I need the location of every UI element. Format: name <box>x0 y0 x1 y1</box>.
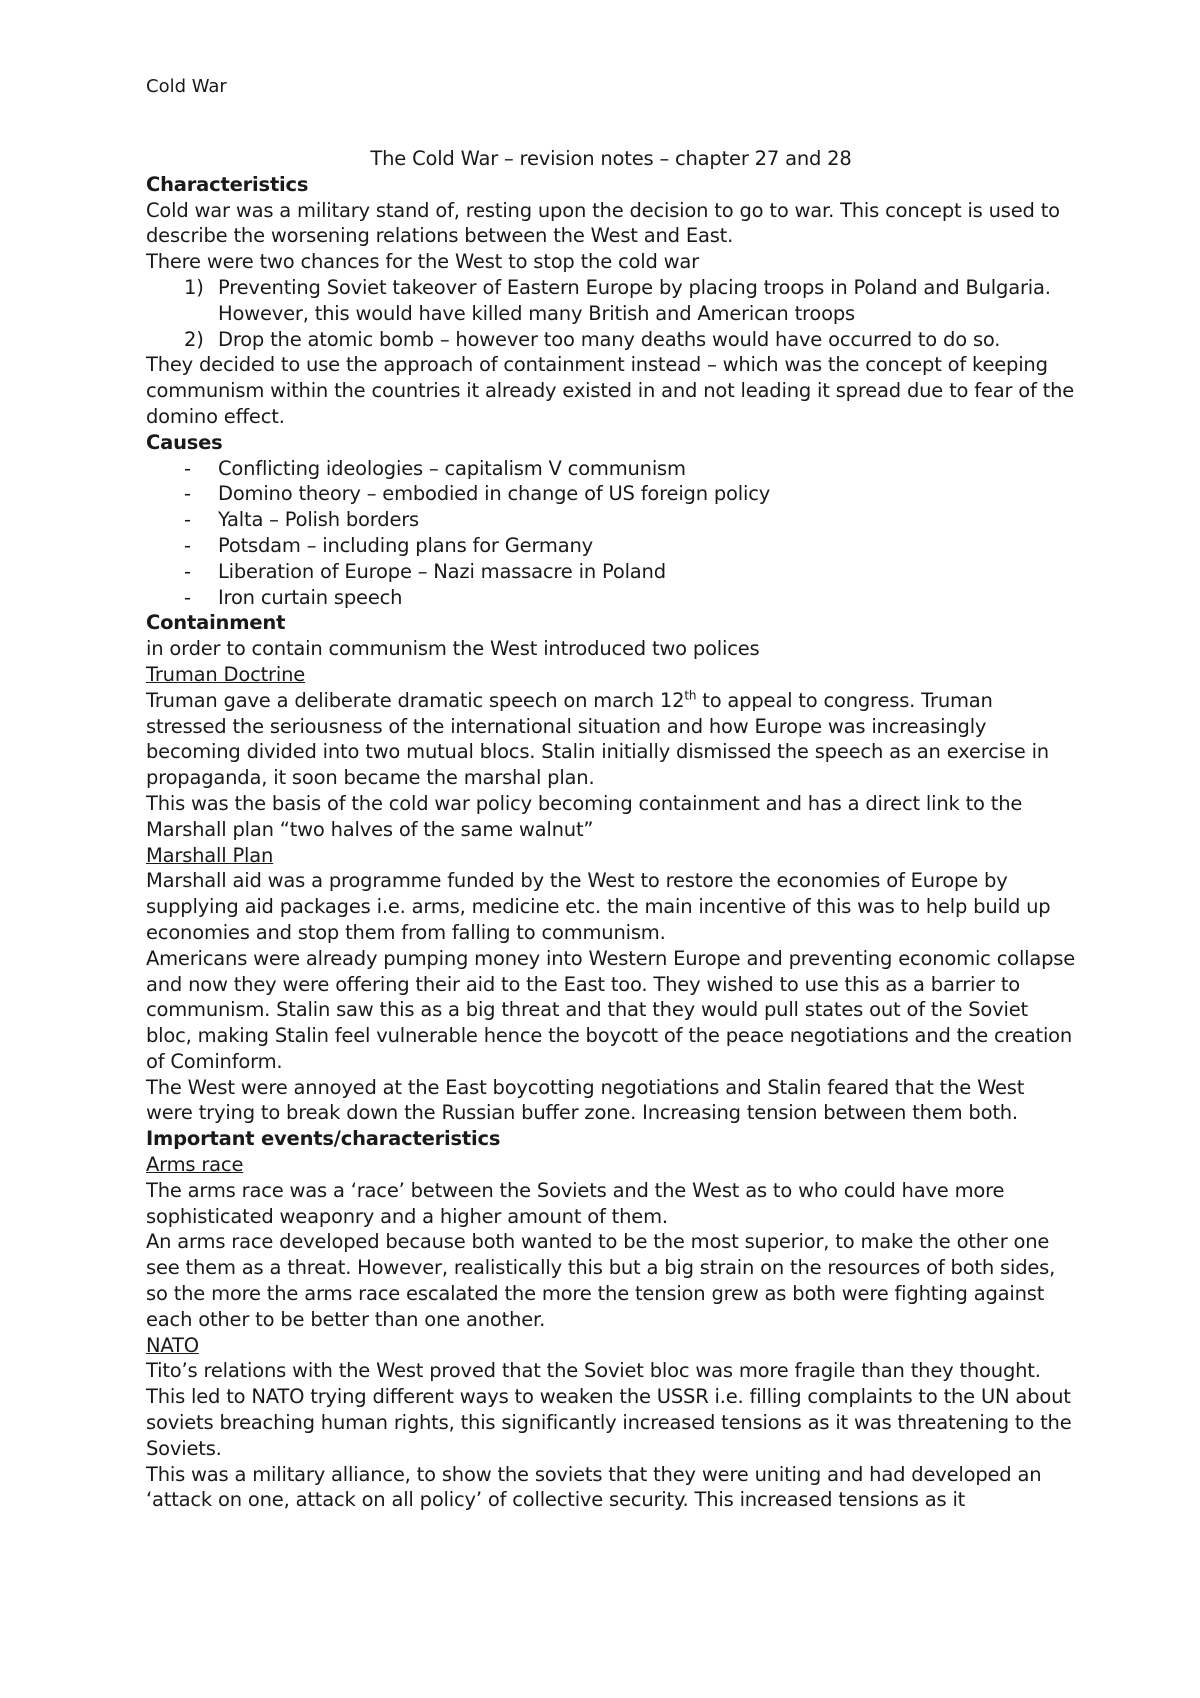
list-item-text: Preventing Soviet takeover of Eastern Europe by placing troops in Poland and Bulgaria. However, this would have killed many British and American troops <box>218 275 1051 325</box>
causes-list <box>146 456 1076 611</box>
paragraph: There were two chances for the West to stop the cold war <box>146 250 699 274</box>
superscript: th <box>684 688 697 703</box>
dash-bullet: - <box>184 559 191 583</box>
heading-containment: Containment <box>146 611 286 635</box>
list-item <box>146 327 1076 353</box>
list-item-text: Iron curtain speech <box>218 585 403 609</box>
dash-bullet: - <box>184 585 191 609</box>
heading-important-events: Important events/characteristics <box>146 1127 501 1151</box>
list-number: 1) <box>184 275 204 299</box>
list-item-text: Potsdam – including plans for Germany <box>218 533 593 557</box>
list-item <box>146 275 1076 327</box>
paragraph: in order to contain communism the West introduced two polices <box>146 637 760 661</box>
paragraph: Americans were already pumping money into Western Europe and preventing economic collapse and now they were offering their aid to the East too. They wished to use this as a barrier to communism. Stalin saw this as a big threat and that they would pull states out of the Soviet bloc, making Stalin feel vulnerable hence the boycott of the peace negotiations and the creation of Cominform. <box>146 946 1076 1073</box>
list-item-text: Liberation of Europe – Nazi massacre in Poland <box>218 559 666 583</box>
heading-causes: Causes <box>146 430 223 454</box>
list-item-text: Domino theory – embodied in change of US foreign policy <box>218 482 771 506</box>
dash-bullet: - <box>184 456 191 480</box>
list-item <box>146 585 1076 611</box>
heading-characteristics: Characteristics <box>146 172 309 196</box>
list-item <box>146 481 1076 507</box>
paragraph: Cold war was a military stand of, resting upon the decision to go to war. This concept is used to describe the worsening relations between the West and East. <box>146 198 1060 248</box>
subheading-truman-doctrine: Truman Doctrine <box>146 662 306 686</box>
subheading-marshall-plan: Marshall Plan <box>146 843 274 867</box>
dash-bullet: - <box>184 508 191 532</box>
list-item <box>146 507 1076 533</box>
numbered-list <box>146 275 1076 352</box>
list-item-text: Drop the atomic bomb – however too many deaths would have occurred to do so. <box>218 327 1001 351</box>
paragraph: The West were annoyed at the East boycotting negotiations and Stalin feared that the West were trying to break down the Russian buffer zone. Increasing tension between them both. <box>146 1075 1025 1125</box>
list-item <box>146 456 1076 482</box>
paragraph: Tito’s relations with the West proved that the Soviet bloc was more fragile than they thought. This led to NATO trying different ways to weaken the USSR i.e. filling complaints to the UN about soviets breaching human rights, this significantly increased tensions as it was threatening to the Soviets. <box>146 1359 1072 1460</box>
paragraph: This was a military alliance, to show the soviets that they were uniting and had developed an ‘attack on one, attack on all policy’ of collective security. This increased tensions as it <box>146 1462 1042 1512</box>
subheading-nato: NATO <box>146 1333 199 1357</box>
paragraph: An arms race developed because both wanted to be the most superior, to make the other one see them as a threat. However, realistically this but a big strain on the resources of both sides, so the more the arms race escalated the more the tension grew as both were fighting against each other to be better than one another. <box>146 1230 1056 1331</box>
list-item <box>146 533 1076 559</box>
text-run: Truman gave a deliberate dramatic speech on march 12 <box>146 688 685 712</box>
document-body <box>146 146 1076 1513</box>
paragraph: They decided to use the approach of containment instead – which was the concept of keeping communism within the countries it already existed in and not leading it spread due to fear of the domino effect. <box>146 353 1075 428</box>
list-item-text: Yalta – Polish borders <box>218 508 420 532</box>
subheading-arms-race: Arms race <box>146 1153 244 1177</box>
dash-bullet: - <box>184 482 191 506</box>
list-item <box>146 559 1076 585</box>
document-title: The Cold War – revision notes – chapter 27 and 28 <box>370 147 852 170</box>
paragraph: This was the basis of the cold war policy becoming containment and has a direct link to the Marshall plan “two halves of the same walnut” <box>146 791 1023 841</box>
list-number: 2) <box>184 327 204 351</box>
running-header: Cold War <box>146 76 227 97</box>
dash-bullet: - <box>184 533 191 557</box>
text-run: to appeal to congress. Truman stressed the seriousness of the international situation and how Europe was increasingly becoming divided into two mutual blocs. Stalin initially dismissed the speech as an exercise in propaganda, it soon became the marshal plan. <box>146 688 1049 790</box>
paragraph: Marshall aid was a programme funded by the West to restore the economies of Europe by supplying aid packages i.e. arms, medicine etc. the main incentive of this was to help build up economies and stop them from falling to communism. <box>146 869 1051 944</box>
paragraph <box>146 688 1076 791</box>
paragraph: The arms race was a ‘race’ between the Soviets and the West as to who could have more sophisticated weaponry and a higher amount of them. <box>146 1178 1005 1228</box>
list-item-text: Conflicting ideologies – capitalism V communism <box>218 456 686 480</box>
